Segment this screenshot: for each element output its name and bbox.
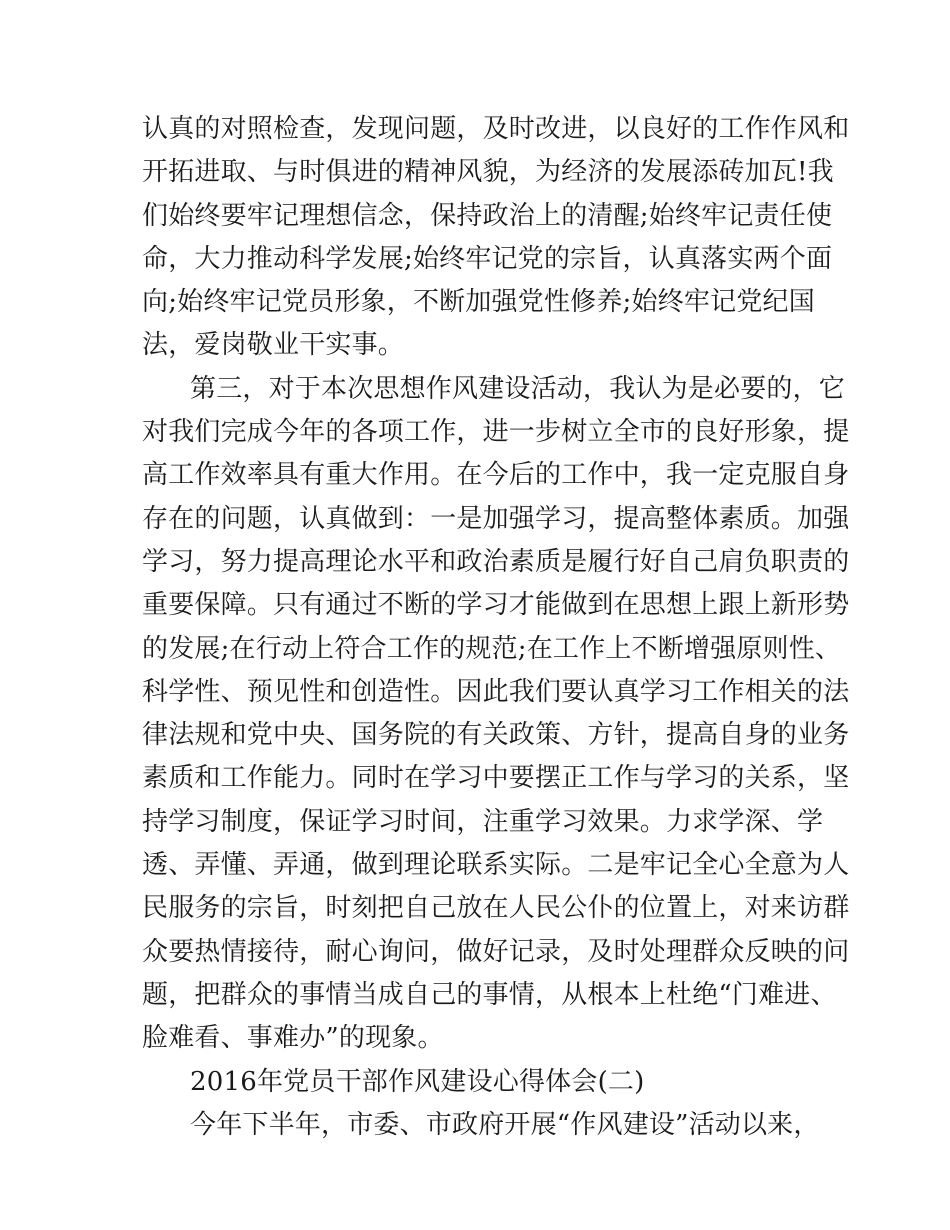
text-line-5: 向;始终牢记党员形象，不断加强党性修养;始终牢记党纪国 bbox=[142, 287, 815, 318]
text-line-13: 的发展;在行动上符合工作的规范;在工作上不断增强原则性、 bbox=[142, 633, 842, 664]
text-line-22: 脸难看、事难办”的现象。 bbox=[142, 1023, 444, 1054]
text-line-3: 们始终要牢记理想信念，保持政治上的清醒;始终牢记责任使 bbox=[142, 200, 833, 231]
text-line-9: 高工作效率具有重大作用。在今后的工作中，我一定克服自身 bbox=[142, 460, 850, 491]
text-line-17: 持学习制度，保证学习时间，注重学习效果。力求学深、学 bbox=[142, 806, 824, 837]
text-line-11: 学习，努力提高理论水平和政治素质是履行好自己肩负职责的 bbox=[142, 546, 850, 577]
text-line-18: 透、弄懂、弄通，做到理论联系实际。二是牢记全心全意为人 bbox=[142, 850, 850, 881]
text-line-10: 存在的问题，认真做到：一是加强学习，提高整体素质。加强 bbox=[142, 503, 850, 534]
text-line-6: 法，爱岗敬业干实事。 bbox=[142, 330, 405, 361]
text-line-21: 题，把群众的事情当成自己的事情，从根本上杜绝“门难进、 bbox=[142, 979, 837, 1010]
section-heading: 2016年党员干部作风建设心得体会(二) bbox=[190, 1066, 645, 1097]
text-line-4: 命，大力推动科学发展;始终牢记党的宗旨，认真落实两个面 bbox=[142, 243, 833, 274]
text-line-16: 素质和工作能力。同时在学习中要摆正工作与学习的关系，坚 bbox=[142, 763, 850, 794]
text-line-1: 认真的对照检查，发现问题，及时改进，以良好的工作作风和 bbox=[142, 114, 850, 144]
text-line-12: 重要保障。只有通过不断的学习才能做到在思想上跟上新形势 bbox=[142, 590, 850, 621]
text-line-14: 科学性、预见性和创造性。因此我们要认真学习工作相关的法 bbox=[142, 676, 850, 707]
text-line-2: 开拓进取、与时俱进的精神风貌，为经济的发展添砖加瓦!我 bbox=[142, 157, 834, 188]
text-line-20: 众要热情接待，耐心询问，做好记录，及时处理群众反映的问 bbox=[142, 936, 850, 967]
paragraph-start-line: 今年下半年，市委、市政府开展“作风建设”活动以来， bbox=[190, 1109, 820, 1140]
text-line-15: 律法规和党中央、国务院的有关政策、方针，提高自身的业务 bbox=[142, 720, 850, 751]
text-line-19: 民服务的宗旨，时刻把自己放在人民公仆的位置上，对来访群 bbox=[142, 893, 850, 924]
text-line-8: 对我们完成今年的各项工作，进一步树立全市的良好形象，提 bbox=[142, 417, 850, 448]
document-body bbox=[142, 108, 850, 1147]
paragraph-start-line: 第三，对于本次思想作风建设活动，我认为是必要的，它 bbox=[190, 373, 846, 404]
